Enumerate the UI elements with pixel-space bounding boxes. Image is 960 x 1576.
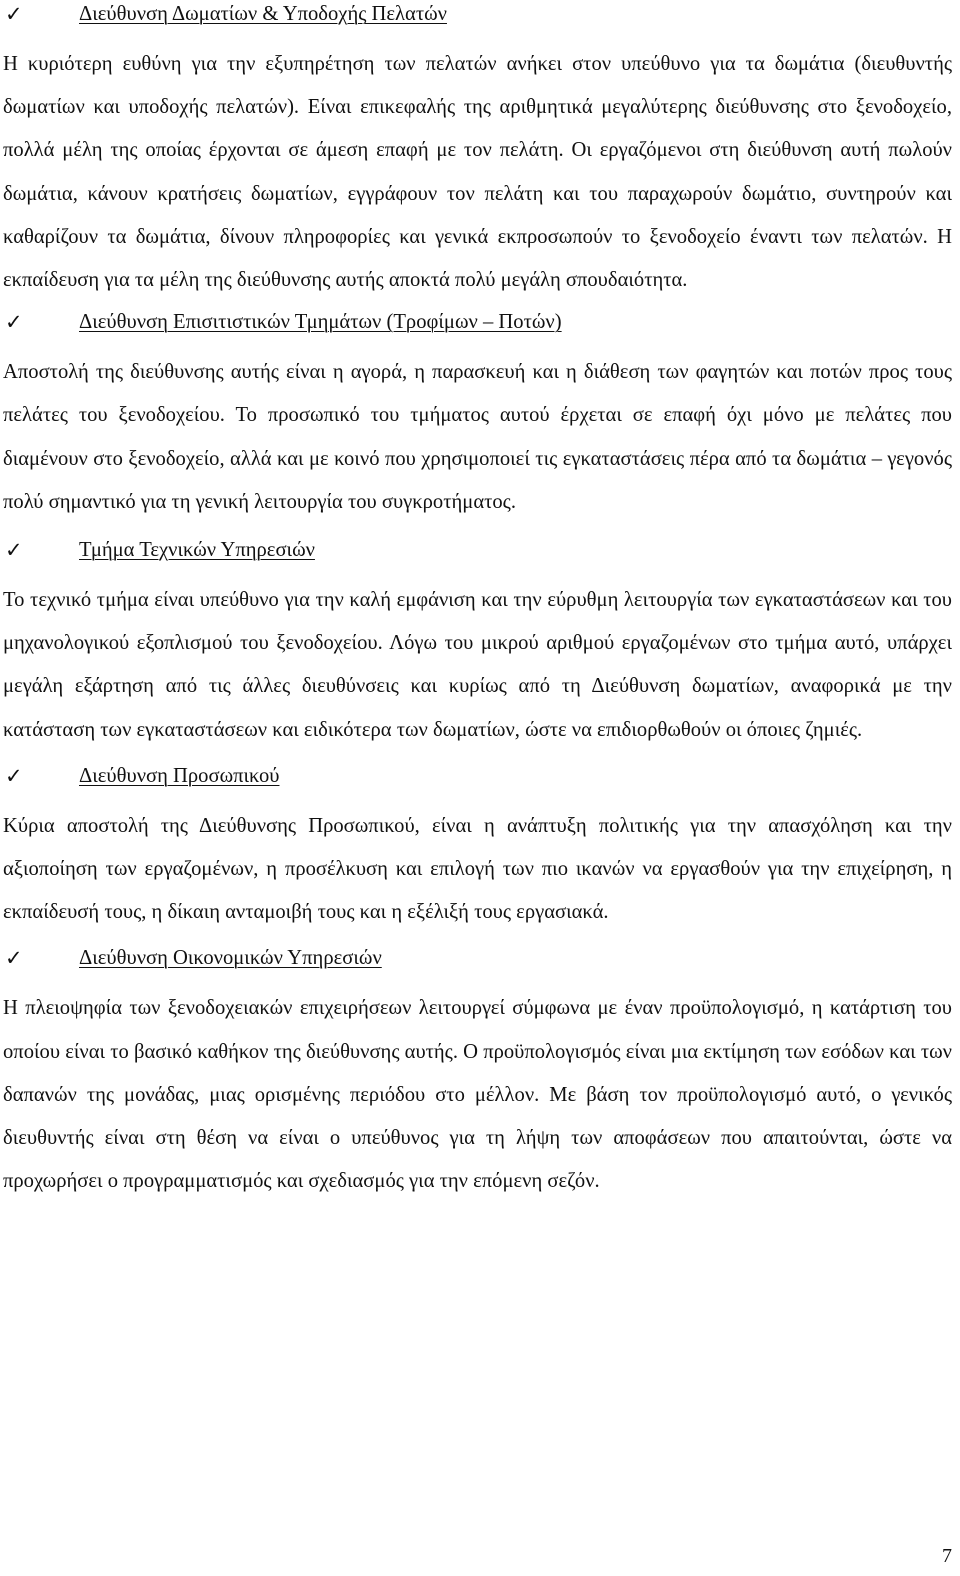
heading-text: Τμήμα Τεχνικών Υπηρεσιών — [79, 539, 315, 562]
checkmark-icon: ✓ — [5, 2, 23, 26]
section-paragraph: Κύρια αποστολή της Διεύθυνσης Προσωπικού, είναι η ανάπτυξη πολιτικής για την απασχόληση και την αξιοποίηση των εργαζομένων, η προσέλκυση και επιλογή των πιο ικανών να εργασθούν για την επιχείρηση, η εκπαίδευσή τους, η δίκαιη ανταμοιβή τους και η εξέλιξή τους εργασιακά. — [3, 814, 952, 924]
section-food-beverage — [3, 308, 952, 524]
heading-text: Διεύθυνση Οικονομικών Υπηρεσιών — [79, 947, 382, 970]
checkmark-icon: ✓ — [5, 946, 23, 971]
section-heading — [3, 762, 952, 791]
section-heading — [3, 0, 952, 29]
section-paragraph: Αποστολή της διεύθυνσης αυτής είναι η αγορά, η παρασκευή και η διάθεση των φαγητών και ποτών προς τους πελάτες του ξενοδοχείου. Το προσωπικό του τμήματος αυτού έρχεται σε επαφή όχι μόνο με πελάτες που διαμένουν στο ξενοδοχείο, αλλά και με κοινό που χρησιμοποιεί τις εγκαταστάσεις πέρα από τα δωμάτια – γεγονός πολύ σημαντικό για τη γενική λειτουργία του συγκροτήματος. — [3, 361, 952, 513]
heading-text: Διεύθυνση Προσωπικού — [79, 764, 280, 787]
section-paragraph: Το τεχνικό τμήμα είναι υπεύθυνο για την καλή εμφάνιση και την εύρυθμη λειτουργία των εγκαταστάσεων και του μηχανολογικού εξοπλισμού του ξενοδοχείου. Λόγω του μικρού αριθμού εργαζομένων στο τμήμα αυτό, υπάρχει μεγάλη εξάρτηση από τις άλλες διευθύνσεις και κυρίως από τη Διεύθυνση δωματίων, αναφορικά με την κατάσταση των εγκαταστάσεων και ειδικότερα των δωματίων, ώστε να επιδιορθωθούν οι όποιες ζημιές. — [3, 589, 952, 741]
section-paragraph: Η πλειοψηφία των ξενοδοχειακών επιχειρήσεων λειτουργεί σύμφωνα με έναν προϋπολογισμό, η κατάρτιση του οποίου είναι το βασικό καθήκον της διεύθυνσης αυτής. Ο προϋπολογισμός είναι μια εκτίμηση των εσόδων και των δαπανών της μονάδας, μιας ορισμένης περιόδου στο μέλλον. Με βάση τον προϋπολογισμό αυτό, ο γενικός διευθυντής είναι στη θέση να είναι ο υπεύθυνος για τη λήψη των αποφάσεων που απαιτούνται, ώστε να προχωρήσει ο προγραμματισμός και σχεδιασμός για την επόμενη σεζόν. — [3, 997, 952, 1193]
page-number: 7 — [942, 1545, 952, 1567]
section-technical-services — [3, 536, 952, 752]
section-rooms-reception — [3, 0, 952, 302]
heading-text: Διεύθυνση Δωματίων & Υποδοχής Πελατών — [79, 3, 447, 25]
section-heading — [3, 308, 952, 337]
section-heading — [3, 536, 952, 565]
checkmark-icon: ✓ — [5, 763, 23, 788]
section-financial-services — [3, 944, 952, 1203]
section-personnel — [3, 762, 952, 935]
section-paragraph: Η κυριότερη ευθύνη για την εξυπηρέτηση των πελατών ανήκει στον υπεύθυνο για τα δωμάτια (διευθυντής δωματίων και υποδοχής πελατών). Είναι επικεφαλής της αριθμητικά μεγαλύτερης διεύθυνσης στο ξενοδοχείο, πολλά μέλη της οποίας έρχονται σε άμεση επαφή με τον πελάτη. Οι εργαζόμενοι στη διεύθυνση αυτή πωλούν δωμάτια, κάνουν κρατήσεις δωματίων, εγγράφουν τον πελάτη και του παραχωρούν δωμάτιο, συντηρούν και καθαρίζουν τα δωμάτια, δίνουν πληροφορίες και γενικά εκπροσωπούν το ξενοδοχείο έναντι των πελατών. Η εκπαίδευση για τα μέλη της διεύθυνσης αυτής αποκτά πολύ μεγάλη σπουδαιότητα. — [3, 53, 952, 292]
checkmark-icon: ✓ — [5, 538, 23, 563]
section-heading — [3, 944, 952, 973]
checkmark-icon: ✓ — [5, 310, 23, 335]
heading-text: Διεύθυνση Επισιτιστικών Τμημάτων (Τροφίμων – Ποτών) — [79, 311, 562, 334]
